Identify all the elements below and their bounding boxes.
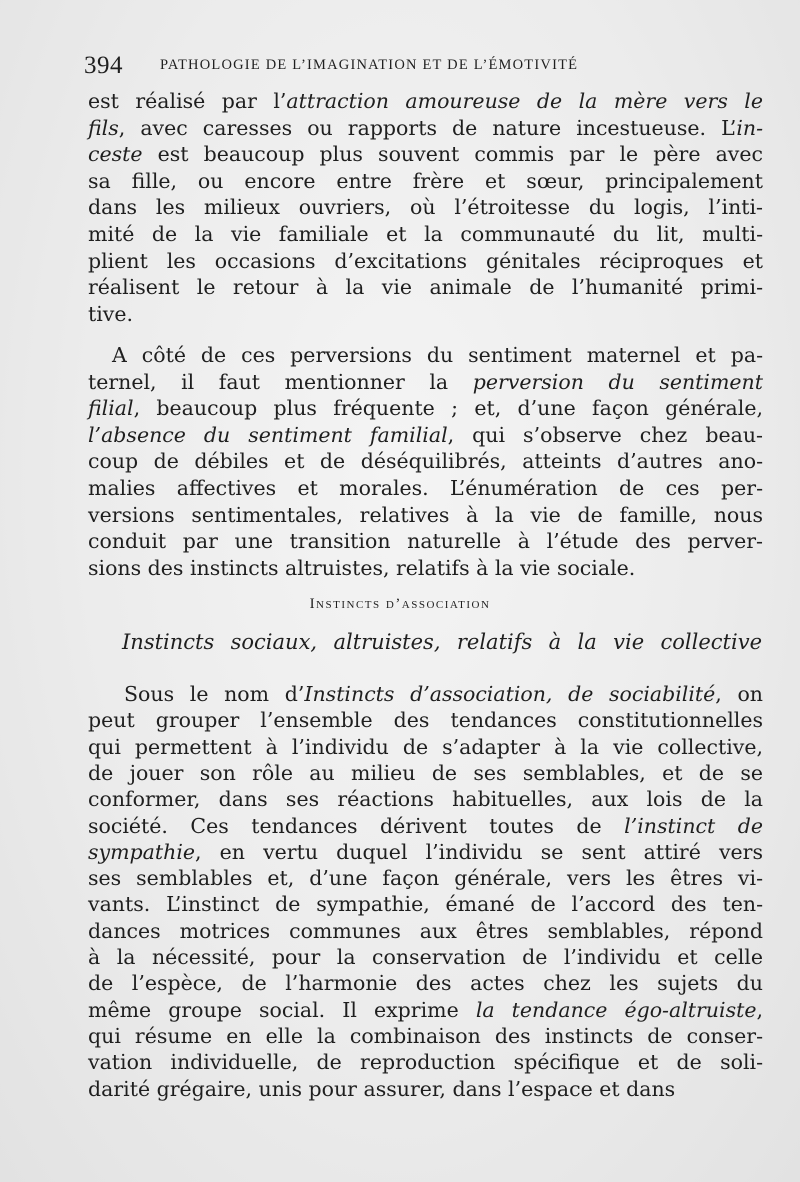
text-span: dances motrices communes aux êtres semblables, répond: [88, 918, 763, 943]
text-line: [88, 944, 763, 971]
page-number: 394: [84, 52, 123, 79]
italic-span: filial: [88, 396, 134, 421]
text-span: plient les occasions d’excitations génitales réciproques et: [88, 248, 763, 273]
text-span: réalisent le retour à la vie animale de l’humanité primi-: [88, 275, 763, 300]
text-span: , beaucoup plus fréquente ; et, d’une façon générale,: [133, 396, 763, 421]
text-line: [88, 734, 763, 761]
text-span: est beaucoup plus souvent commis par le père avec: [142, 142, 763, 167]
text-line: [88, 395, 763, 422]
text-span: malies affectives et morales. L’énumération de ces per-: [88, 476, 763, 500]
text-line: [88, 115, 763, 142]
text-line: [88, 839, 763, 866]
text-span: , qui s’observe chez beau-: [447, 422, 763, 447]
italic-span: in-: [736, 115, 763, 140]
text-span: même groupe social. Il exprime: [88, 997, 476, 1022]
text-span: à la nécessité, pour la conservation de l’individu et celle: [88, 945, 763, 969]
text-line: [88, 707, 763, 734]
text-line: [88, 141, 763, 168]
text-span: , avec caresses ou rapports de nature incestueuse. L’: [118, 115, 737, 140]
italic-span: l’instinct de: [624, 813, 763, 838]
italic-span: perversion du sentiment: [472, 369, 763, 394]
text-span: est réalisé par l’: [88, 89, 287, 113]
italic-span: fils: [88, 115, 119, 140]
text-span: A côté de ces perversions du sentiment maternel et pa-: [112, 343, 763, 367]
italic-span: attraction amoureuse de la mère vers le: [286, 89, 763, 113]
section-heading: Instincts d’association: [309, 596, 491, 612]
text-line: [112, 342, 763, 369]
text-span: conformer, dans ses réactions habituelles, aux lois de la: [88, 787, 763, 812]
text-span: société. Ces tendances dérivent toutes de: [88, 813, 625, 838]
text-line: [88, 528, 763, 555]
text-span: ,: [756, 997, 763, 1022]
italic-span: l’absence du sentiment familial: [88, 422, 448, 447]
italic-span: Instincts d’association, de sociabilité: [304, 682, 716, 706]
text-span: coup de débiles et de déséquilibrés, atteints d’autres ano-: [88, 449, 763, 474]
text-span: darité grégaire, unis pour assurer, dans l’espace et dans: [88, 1076, 676, 1101]
text-span: Sous le nom d’: [124, 682, 305, 706]
text-line: [88, 475, 763, 502]
text-span: de l’espèce, de l’harmonie des actes chez les sujets du: [88, 971, 763, 996]
text-line: [88, 970, 763, 997]
text-span: tive.: [88, 301, 134, 326]
text-span: de jouer son rôle au milieu de ses semblables, et de se: [88, 760, 763, 785]
text-line: [88, 88, 763, 115]
text-line: [88, 194, 763, 221]
text-line: [88, 168, 763, 195]
italic-span: la tendance égo-altruiste: [475, 997, 757, 1022]
text-span: versions sentimentales, relatives à la vie de famille, nous: [88, 502, 763, 527]
text-span: vation individuelle, de reproduction spécifique et de soli-: [88, 1050, 763, 1075]
running-head: PATHOLOGIE DE L’IMAGINATION ET DE L’ÉMOTIVITÉ: [160, 57, 579, 73]
text-span: , en vertu duquel l’individu se sent attiré vers: [195, 839, 763, 864]
text-line: [88, 248, 763, 275]
text-line: [88, 448, 763, 475]
text-line: [88, 891, 763, 918]
text-span: ses semblables et, d’une façon générale, vers les êtres vi-: [88, 866, 763, 891]
text-line: [88, 274, 763, 301]
text-line: [88, 502, 763, 529]
text-line: [88, 369, 763, 396]
text-span: dans les milieux ouvriers, où l’étroitesse du logis, l’inti-: [88, 195, 763, 220]
text-line: [88, 555, 763, 582]
text-span: vants. L’instinct de sympathie, émané de l’accord des ten-: [88, 892, 763, 917]
text-line: [88, 221, 763, 248]
text-line: [88, 760, 763, 787]
section-subtitle: Instincts sociaux, altruistes, relatifs à la vie collective: [122, 630, 762, 654]
text-line: [88, 786, 763, 813]
text-line: [124, 681, 763, 708]
italic-span: sympathie: [88, 839, 196, 864]
text-span: peut grouper l’ensemble des tendances constitutionnelles: [88, 708, 763, 733]
text-line: [88, 301, 763, 328]
text-span: mité de la vie familiale et la communauté du lit, multi-: [88, 222, 763, 246]
text-line: [88, 1076, 763, 1103]
text-span: qui permettent à l’individu de s’adapter à la vie collective,: [88, 734, 763, 759]
text-line: [88, 997, 763, 1024]
text-span: qui résume en elle la combinaison des instincts de conser-: [88, 1023, 763, 1048]
text-span: , on: [715, 682, 763, 706]
text-line: [88, 813, 763, 840]
italic-span: ceste: [88, 142, 143, 167]
text-line: [88, 422, 763, 449]
text-span: conduit par une transition naturelle à l’étude des perver-: [88, 529, 763, 554]
page-header: [84, 52, 736, 86]
text-line: [88, 1049, 763, 1076]
text-line: [88, 918, 763, 945]
text-line: [88, 865, 763, 892]
text-span: sa fille, ou encore entre frère et sœur, principalement: [88, 168, 763, 193]
text-span: ternel, il faut mentionner la: [88, 369, 473, 394]
text-span: sions des instincts altruistes, relatifs à la vie sociale.: [88, 555, 636, 580]
text-line: [88, 1023, 763, 1050]
